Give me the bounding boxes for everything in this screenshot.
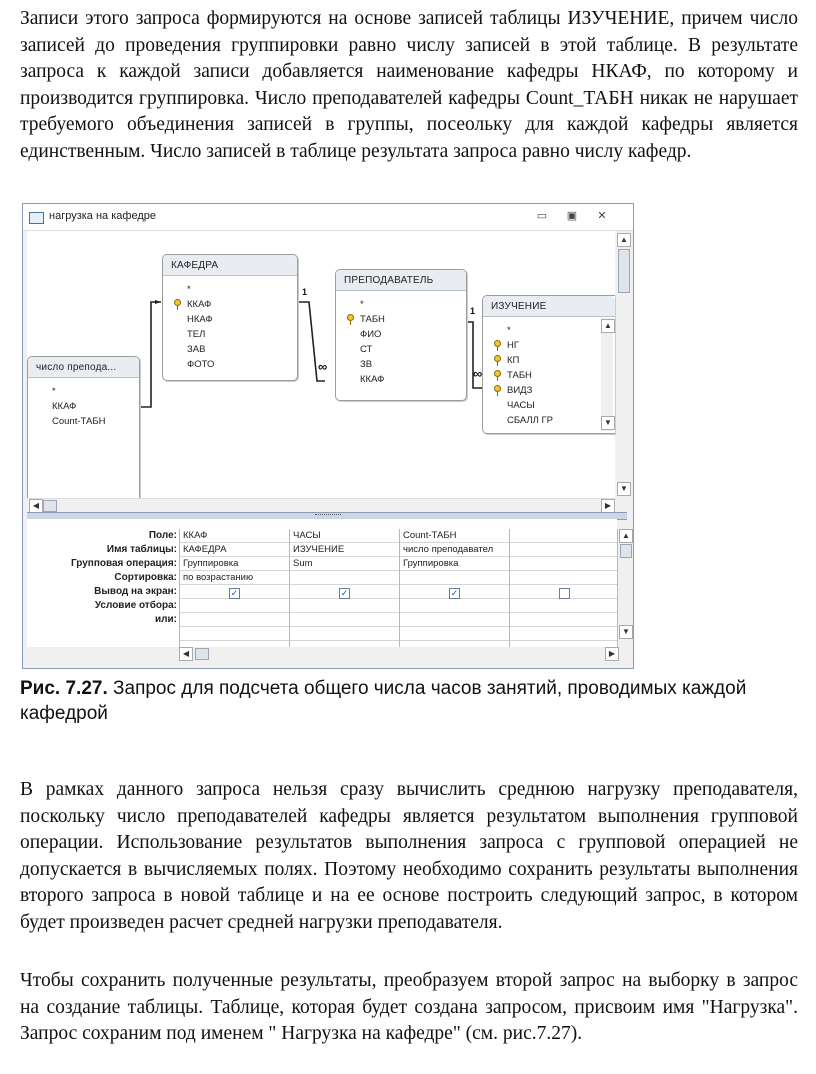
grid-cell-table[interactable]: число преподавател: [403, 544, 494, 555]
scroll-right-icon[interactable]: ▶: [601, 499, 615, 513]
table-field[interactable]: [507, 353, 615, 368]
primary-key-icon: [494, 385, 500, 394]
table-field[interactable]: [187, 357, 297, 372]
table-field-name: КП: [507, 355, 520, 366]
table-chislo[interactable]: [27, 356, 140, 499]
figure-caption: [20, 676, 810, 726]
figure-caption-text: Запрос для подсчета общего числа часов занятий, проводимых каждой кафедрой: [20, 678, 747, 724]
scroll-down-icon[interactable]: ▼: [619, 625, 633, 639]
grid-cell-group[interactable]: Sum: [293, 558, 313, 569]
primary-key-icon: [174, 299, 180, 308]
table-field[interactable]: [507, 368, 615, 383]
scroll-thumb[interactable]: [195, 648, 209, 660]
table-field[interactable]: [52, 399, 139, 414]
restore-icon[interactable]: ▣: [566, 210, 578, 222]
scroll-thumb[interactable]: [43, 500, 57, 512]
table-field[interactable]: [507, 338, 615, 353]
table-field[interactable]: [507, 398, 615, 413]
paragraph-intro: Записи этого запроса формируются на основе записей таблицы ИЗУЧЕНИЕ, причем число записей до проведения группировки равно числу записей в этой таблице. В результате запроса к каждой записи добавляется наименование кафедры НКАФ, по которому и производится группировка. Число преподавателей кафедры Count_ТАБН никак не нарушает требуемого объединения записей в группы, посеольку для каждой кафедры является единственным. Число записей в таблице результата запроса равно числу кафедр.: [20, 8, 798, 162]
grid-cell-table[interactable]: ИЗУЧЕНИЕ: [293, 544, 345, 555]
scroll-up-icon[interactable]: ▲: [617, 233, 631, 247]
grid-column: [399, 529, 400, 647]
primary-key-icon: [494, 355, 500, 364]
table-kafedra-fields: [163, 276, 297, 372]
scroll-left-icon[interactable]: ◀: [179, 647, 193, 661]
query-grid: [27, 519, 630, 658]
paragraph-save: Чтобы сохранить полученные результаты, преобразуем второй запрос на выборку в запрос на создание таблицы. Таблице, которая будет создана запросом, присвоим имя "Нагрузка". Запрос сохраним под именем " Нагрузка на кафедре" (см. рис.7.27).: [20, 970, 798, 1044]
relation-many-label: ∞: [318, 359, 328, 374]
grid-cell-sort[interactable]: [513, 572, 617, 584]
table-izuch-title: ИЗУЧЕНИЕ: [483, 296, 615, 317]
table-pane-vertical-scrollbar[interactable]: [617, 231, 631, 498]
show-checkbox[interactable]: ✓: [340, 588, 349, 598]
relation-many-label-2: ∞: [473, 366, 483, 381]
table-field-name: ККАФ: [52, 401, 77, 412]
grid-row-divider: [179, 612, 617, 613]
table-field-name: НКАФ: [187, 314, 213, 325]
table-izuch-scrollbar[interactable]: [601, 318, 613, 431]
table-field-name: *: [507, 325, 511, 336]
table-field[interactable]: [52, 414, 139, 429]
table-prepod-fields: [336, 291, 466, 387]
grid-cell-sort[interactable]: [403, 572, 507, 584]
grid-column: [289, 529, 290, 647]
grid-row-divider: [179, 640, 617, 641]
grid-row-divider: [179, 556, 617, 557]
close-icon[interactable]: ✕: [597, 210, 607, 222]
grid-row-label: Условие отбора:: [94, 600, 177, 611]
table-field-name: ТАБН: [507, 370, 532, 381]
grid-row-label: или:: [155, 614, 177, 625]
table-chislo-fields: [28, 378, 139, 429]
table-field-name: ФИО: [360, 329, 382, 340]
grid-row-divider: [179, 584, 617, 585]
grid-cell-group[interactable]: [513, 558, 617, 570]
table-field-name: СТ: [360, 344, 373, 355]
grid-row-label: Сортировка:: [114, 572, 177, 583]
grid-row-divider: [179, 626, 617, 627]
minimize-icon[interactable]: ▭: [536, 210, 548, 222]
scroll-up-icon[interactable]: ▲: [619, 529, 633, 543]
window-title: нагрузка на кафедре: [49, 210, 156, 222]
table-prepod-title: ПРЕПОДАВАТЕЛЬ: [336, 270, 466, 291]
show-checkbox[interactable]: [559, 588, 570, 599]
grid-cell-sort[interactable]: по возрастанию: [183, 572, 254, 583]
table-field-name: ЗАВ: [187, 344, 206, 355]
table-field[interactable]: [507, 323, 615, 338]
grid-cell-field[interactable]: [513, 530, 617, 542]
grid-row-divider: [179, 598, 617, 599]
grid-column: [179, 529, 180, 647]
table-field[interactable]: [360, 357, 466, 372]
grid-cell-table[interactable]: КАФЕДРА: [183, 544, 227, 555]
table-field-name: ККАФ: [187, 299, 212, 310]
table-field[interactable]: [507, 383, 615, 398]
relation-one-label: 1: [302, 287, 308, 297]
table-field[interactable]: [187, 312, 297, 327]
table-field[interactable]: [187, 297, 297, 312]
grid-column: [509, 529, 510, 647]
grid-horizontal-scrollbar[interactable]: [179, 647, 619, 661]
scroll-down-icon[interactable]: ▼: [617, 482, 631, 496]
grid-row-label: Поле:: [148, 530, 177, 541]
table-prepod[interactable]: [335, 269, 467, 401]
table-izuch-fields: [483, 317, 615, 428]
table-kafedra[interactable]: [162, 254, 298, 381]
table-field[interactable]: [52, 384, 139, 399]
grid-row-label: Имя таблицы:: [106, 544, 177, 555]
table-kafedra-title: КАФЕДРА: [163, 255, 297, 276]
table-field[interactable]: [360, 342, 466, 357]
grid-cell-sort[interactable]: [293, 572, 397, 584]
table-field[interactable]: [360, 297, 466, 312]
table-field-name: ТАБН: [360, 314, 385, 325]
scroll-thumb[interactable]: [620, 544, 632, 558]
table-field-name: СБАЛЛ ГР: [507, 415, 554, 426]
table-field-name: НГ: [507, 340, 520, 351]
table-field[interactable]: [360, 312, 466, 327]
table-field-name: ЧАСЫ: [507, 400, 535, 411]
primary-key-icon: [494, 340, 500, 349]
table-field-name: *: [360, 299, 364, 310]
splitter-grip-icon[interactable]: [315, 514, 341, 518]
table-field-name: *: [187, 284, 191, 295]
table-field-name: ЗВ: [360, 359, 373, 370]
grid-cell-table[interactable]: [513, 544, 617, 556]
primary-key-icon: [494, 370, 500, 379]
scroll-up-icon[interactable]: ▲: [601, 319, 615, 333]
grid-row-divider: [179, 542, 617, 543]
table-field-name: ФОТО: [187, 359, 215, 370]
table-field-name: *: [52, 386, 56, 397]
table-field[interactable]: [360, 327, 466, 342]
grid-cell-group[interactable]: Группировка: [183, 558, 239, 569]
table-izuch[interactable]: [482, 295, 615, 434]
scroll-thumb[interactable]: [618, 249, 630, 293]
grid-row-label: Вывод на экран:: [94, 586, 177, 597]
scroll-down-icon[interactable]: ▼: [601, 416, 615, 430]
show-checkbox[interactable]: ✓: [450, 588, 459, 598]
table-field-name: ККАФ: [360, 374, 385, 385]
primary-key-icon: [347, 314, 353, 323]
grid-row-divider: [179, 570, 617, 571]
grid-vertical-scrollbar[interactable]: [619, 529, 633, 639]
table-pane-horizontal-scrollbar[interactable]: [27, 498, 617, 513]
table-field-name: Count-ТАБН: [52, 416, 106, 427]
relation-one-label-2: 1: [470, 306, 476, 316]
table-field-name: ВИДЗ: [507, 385, 533, 396]
scroll-left-icon[interactable]: ◀: [29, 499, 43, 513]
grid-cell-field[interactable]: Count-ТАБН: [403, 530, 457, 541]
table-chislo-title: число препода...: [28, 357, 139, 378]
query-design-window: [22, 203, 634, 669]
grid-cell-field[interactable]: ЧАСЫ: [293, 530, 321, 541]
grid-cell-group[interactable]: Группировка: [403, 558, 459, 569]
figure-caption-label: Рис. 7.27.: [20, 678, 108, 699]
grid-cell-field[interactable]: ККАФ: [183, 530, 208, 541]
show-checkbox[interactable]: ✓: [230, 588, 239, 598]
table-field[interactable]: [187, 282, 297, 297]
table-field[interactable]: [507, 413, 615, 428]
table-field-name: ТЕЛ: [187, 329, 206, 340]
table-field[interactable]: [360, 372, 466, 387]
window-titlebar: [23, 204, 633, 231]
paragraph-explanation: В рамках данного запроса нельзя сразу вычислить среднюю нагрузку преподавателя, поскольку число преподавателей кафедры является результатом выполнения групповой операции. Использование результатов выполнения запроса с групповой операцией не допускается в вычисляемых полях. Поэтому необходимо сохранить результаты выполнения второго запроса в новой таблице и на ее основе построить следующий запрос, в котором будет произведен расчет средней нагрузки преподавателя.: [20, 779, 798, 933]
query-icon: [29, 212, 44, 224]
grid-row-label: Групповая операция:: [70, 558, 177, 569]
table-pane: [27, 231, 615, 498]
table-field[interactable]: [187, 327, 297, 342]
scroll-right-icon[interactable]: ▶: [605, 647, 619, 661]
relation-line-chislo-kafedra: [141, 302, 161, 407]
table-field[interactable]: [187, 342, 297, 357]
grid-column-edge: [617, 529, 618, 647]
